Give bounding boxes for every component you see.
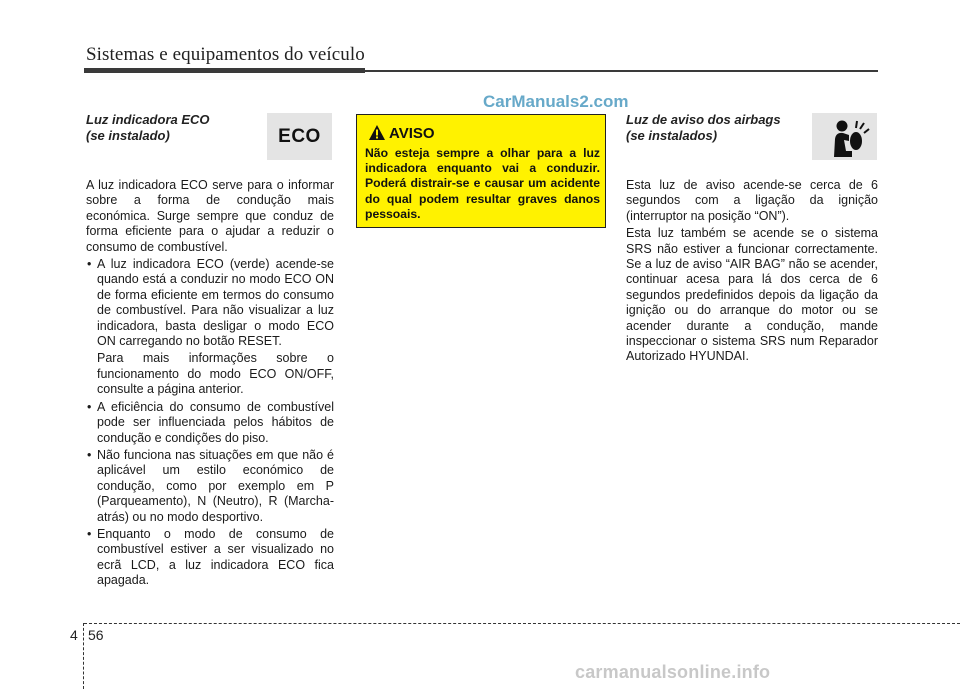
warning-text: Não esteja sempre a olhar para a luz indicadora enquanto vai a conduzir. Poderá distrair-se e causar um acidente do qual podem resultar graves danos pessoais. xyxy=(365,146,600,221)
eco-indicator-icon xyxy=(267,113,332,160)
header-bar xyxy=(84,68,365,73)
eco-bullet-1-sub: Para mais informações sobre o funcionamento do modo ECO ON/OFF, consulte a página anterior. xyxy=(97,351,334,397)
airbag-heading-line1: Luz de aviso dos airbags xyxy=(626,112,781,127)
watermark-top: CarManuals2.com xyxy=(483,92,629,111)
eco-bullet-3: • Não funciona nas situações em que não é aplicável um estilo económico de condução, como por exemplo em P (Parqueamento), N (Neutro), R (Marcha-atrás) ou no modo desportivo. xyxy=(87,447,334,524)
airbag-paragraph-1: Esta luz de aviso acende-se cerca de 6 segundos com a ligação da ignição (interruptor na posição “ON”). xyxy=(626,178,878,223)
eco-body xyxy=(86,178,334,591)
page-number: 56 xyxy=(88,627,104,643)
header-rule xyxy=(365,70,878,72)
eco-bullet-1: • A luz indicadora ECO (verde) acende-se quando está a conduzir no modo ECO ON de forma eficiente em termos do consumo de combustível. Para não visualizar a luz indicadora, basta desligar o modo ECO ON carregando no botão RESET. xyxy=(87,257,334,349)
page-header-title: Sistemas e equipamentos do veículo xyxy=(86,44,365,65)
airbag-heading xyxy=(626,112,781,144)
eco-bullet-4: • Enquanto o modo de consumo de combustível estiver a ser visualizado no ecrã LCD, a luz indicadora ECO fica apagada. xyxy=(87,526,334,588)
warning-box xyxy=(356,114,606,228)
eco-bullet-2: • A eficiência do consumo de combustível pode ser influenciada pelos hábitos de condução e condições do piso. xyxy=(87,399,334,445)
watermark-bottom: carmanualsonline.info xyxy=(575,662,771,682)
airbag-person-icon xyxy=(812,113,877,160)
eco-heading-line2: (se instalado) xyxy=(86,128,170,143)
eco-intro: A luz indicadora ECO serve para o informar sobre a forma de condução mais económica. Surge sempre que conduz de forma eficiente para o ajudar a reduzir o consumo de combustível. xyxy=(86,178,334,254)
footer-dashed-line xyxy=(84,623,960,624)
footer-vertical-line xyxy=(83,623,84,689)
warning-title: AVISO xyxy=(389,125,435,142)
chapter-number: 4 xyxy=(70,627,78,643)
eco-heading xyxy=(86,112,210,144)
airbag-paragraph-2: Esta luz também se acende se o sistema SRS não estiver a funcionar correctamente. Se a luz de aviso “AIR BAG” não se acender, continuar acesa para lá dos cerca de 6 segundos predefinidos depois da ligação da ignição ou do arranque do motor ou se acender durante a condução, mande inspeccionar o sistema SRS num Reparador Autorizado HYUNDAI. xyxy=(626,226,878,364)
airbag-body xyxy=(626,178,878,367)
warning-triangle-icon xyxy=(369,125,385,140)
eco-heading-line1: Luz indicadora ECO xyxy=(86,112,210,127)
eco-bullet-list xyxy=(86,257,334,589)
airbag-heading-line2: (se instalados) xyxy=(626,128,718,143)
eco-icon-label: ECO xyxy=(278,125,321,147)
